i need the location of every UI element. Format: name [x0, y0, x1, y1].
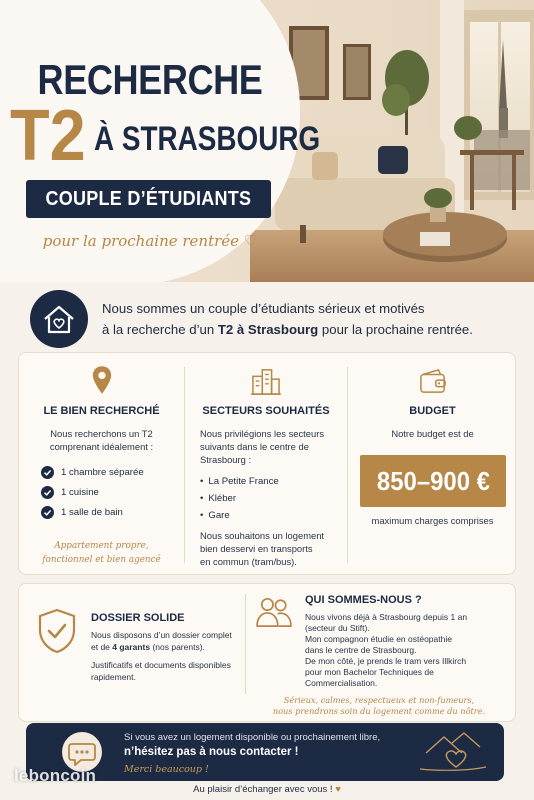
contact-line-1: Si vous avez un logement disponible ou prochainement libre,: [124, 732, 381, 743]
budget-note: maximum charges comprises: [371, 515, 494, 526]
qui-line: De mon côté, je prends le tram vers Illkirch: [305, 656, 467, 666]
bien-item-label: 1 cuisine: [61, 487, 99, 498]
dossier-line-1: Nous disposons d’un dossier complet: [91, 630, 232, 640]
bien-intro: [19, 427, 184, 453]
dossier-line-4: rapidement.: [91, 671, 136, 682]
qui-line: Commercialisation.: [305, 678, 378, 688]
intro-line-1: Nous sommes un couple d’étudiants sérieux et motivés: [102, 301, 425, 316]
secteurs-intro: [200, 427, 340, 466]
hero-subtitle-script: pour la prochaine rentrée ♡: [42, 232, 258, 250]
location-pin-icon: [91, 365, 113, 395]
check-icon: [41, 486, 54, 499]
qui-line: dans le centre de Strasbourg.: [305, 645, 417, 655]
spacer: [91, 653, 241, 660]
budget-amount-box: [360, 455, 506, 507]
secteurs-outro-line-2: bien desservi en transports: [200, 543, 313, 554]
house-heart-icon: [30, 290, 88, 348]
secteurs-list: [200, 475, 279, 526]
title-city: À STRASBOURG: [94, 120, 321, 158]
secteurs-intro-line-2: suivants dans le centre de: [200, 441, 309, 452]
budget-intro: Notre budget est de: [391, 428, 474, 439]
qui-line: Mon compagnon étudie en ostéopathie: [305, 634, 452, 644]
qui-script-line-2: nous prendrons soin du logement comme du nôtre.: [272, 705, 486, 716]
criteria-card: [18, 352, 516, 575]
qui-text: [305, 612, 510, 689]
contact-thanks: Merci beaucoup !: [124, 764, 209, 775]
intro-line-2: [102, 319, 522, 340]
list-item: • Kléber: [200, 492, 279, 509]
heart-icon: ♥: [335, 784, 341, 795]
column-divider: [245, 594, 246, 694]
bien-script-line-1: Appartement propre,: [54, 541, 149, 551]
contact-line-2: n’hésitez pas à nous contacter !: [124, 746, 299, 758]
intro-line-2-bold: T2 à Strasbourg: [217, 322, 319, 337]
dossier-line-2-suffix: (nos parents).: [150, 641, 205, 652]
budget-title: BUDGET: [409, 405, 456, 417]
secteurs-intro-line-3: Strasbourg :: [200, 454, 252, 465]
footer-label: Au plaisir d’échanger avec vous !: [193, 784, 333, 795]
bien-list: [41, 466, 144, 526]
bien-title: LE BIEN RECHERCHÉ: [43, 405, 160, 417]
hero-banner: [0, 0, 534, 282]
intro-line-2-suffix: pour la prochaine rentrée.: [318, 322, 473, 337]
contact-banner: [26, 723, 504, 781]
profile-card: [18, 583, 516, 722]
secteurs-intro-line-1: Nous privilégions les secteurs: [200, 428, 325, 439]
qui-line: Nous vivons déjà à Strasbourg depuis 1 an: [305, 612, 468, 622]
bien-script-note: [19, 539, 184, 567]
couple-badge: [26, 180, 271, 218]
qui-script-note: [245, 695, 513, 716]
list-item: [41, 486, 144, 506]
shield-check-icon: [37, 608, 77, 654]
house-heart-line-icon: [418, 729, 488, 775]
bien-item-label: 1 salle de bain: [61, 507, 123, 518]
bien-item-label: 1 chambre séparée: [61, 467, 144, 478]
intro-line-2-prefix: à la recherche d’un: [102, 322, 218, 337]
wallet-icon: [418, 368, 448, 394]
secteurs-column: [185, 353, 347, 576]
qui-line: (secteur du Stift).: [305, 623, 370, 633]
qui-line: pour mon Bachelor Techniques de: [305, 667, 434, 677]
list-item: [41, 466, 144, 486]
dossier-garants: 4 garants: [112, 641, 151, 652]
couple-icon: [255, 596, 293, 628]
buildings-icon: [250, 367, 282, 395]
intro-text: [102, 298, 522, 340]
bien-script-line-2: fonctionnel et bien agencé: [42, 555, 161, 565]
couple-badge-label: COUPLE D’ÉTUDIANTS: [45, 188, 252, 210]
budget-column: [348, 353, 517, 576]
budget-amount: 850–900 €: [376, 466, 490, 496]
bien-column: [19, 353, 184, 576]
secteurs-outro-line-1: Nous souhaitons un logement: [200, 530, 325, 541]
dossier-line-2-prefix: et de: [91, 641, 113, 652]
dossier-line-2: [91, 642, 241, 654]
secteurs-title: SECTEURS SOUHAITÉS: [202, 405, 330, 417]
list-item: [41, 506, 144, 526]
secteurs-outro-line-3: en commun (tram/bus).: [200, 556, 297, 567]
dossier-text: [91, 630, 241, 683]
qui-title: QUI SOMMES-NOUS ?: [305, 594, 422, 606]
dossier-title: DOSSIER SOLIDE: [91, 612, 185, 624]
leboncoin-watermark: leboncoin: [14, 766, 97, 785]
qui-script-line-1: Sérieux, calmes, respectueux et non-fumeurs,: [283, 695, 475, 705]
bien-intro-line-2: comprenant idéalement :: [49, 441, 154, 452]
title-t2: T2: [10, 96, 86, 176]
secteurs-outro: [200, 529, 340, 568]
check-icon: [41, 466, 54, 479]
dossier-line-3: Justificatifs et documents disponibles: [91, 660, 231, 670]
bien-intro-line-1: Nous recherchons un T2: [50, 428, 153, 439]
title-recherche: RECHERCHE: [37, 56, 263, 103]
check-icon: [41, 506, 54, 519]
list-item: • La Petite France: [200, 475, 279, 492]
list-item: • Gare: [200, 509, 279, 526]
